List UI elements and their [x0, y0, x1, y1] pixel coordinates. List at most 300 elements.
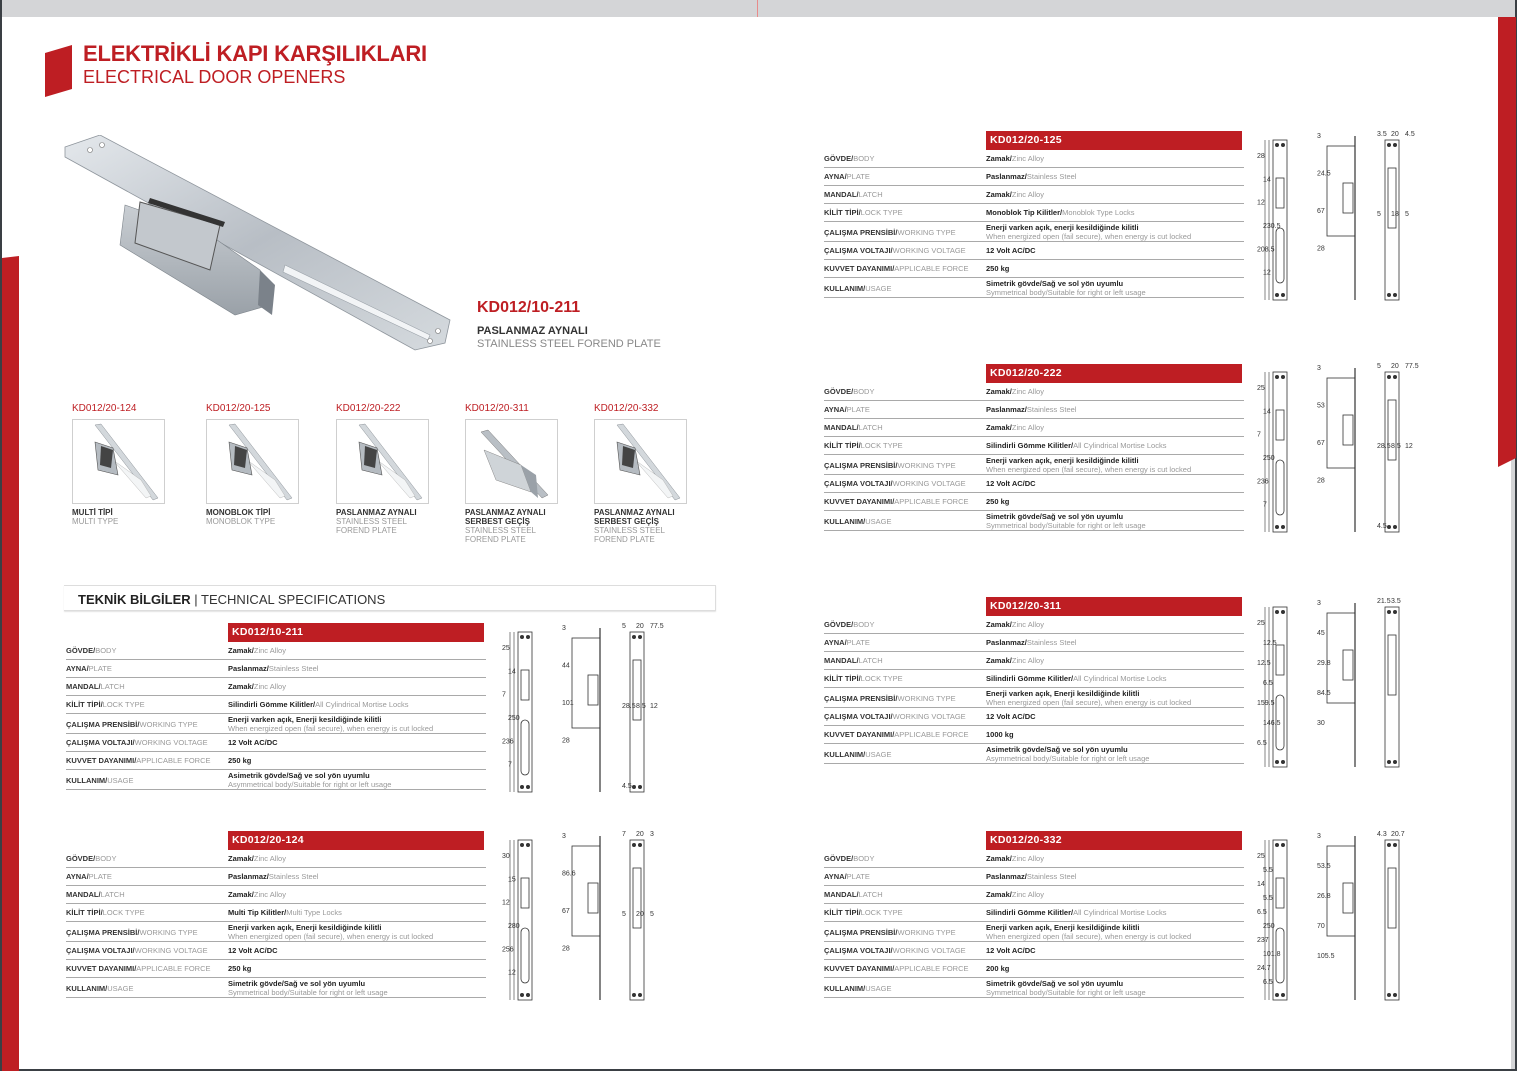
spec-value-tr: Zamak/	[228, 646, 254, 655]
spec-value-tr: Zamak/	[986, 656, 1012, 665]
spec-label-tr: KİLİT TİPİ/	[824, 908, 861, 917]
technical-specifications-header	[64, 585, 716, 611]
spec-label-en: WORKING TYPE	[139, 928, 198, 937]
screw-hole-icon	[1281, 293, 1285, 297]
dimension-label: 8.5	[1391, 443, 1401, 450]
variant-code: KD012/20-332	[594, 403, 659, 414]
dimension-label: 84.5	[1317, 690, 1331, 697]
dimension-label: 5	[1377, 363, 1381, 370]
drawing-latch-side	[1343, 415, 1353, 445]
spec-model-code: KD012/20-124	[228, 831, 484, 850]
variant-code: KD012/20-125	[206, 403, 271, 414]
screw-hole-icon	[526, 785, 530, 789]
spec-value-sub: When energized open (fail secure), when energy is cut locked	[228, 932, 434, 941]
spec-value-en: Zinc Alloy	[1011, 890, 1044, 899]
screw-hole-icon	[1275, 843, 1279, 847]
dimension-label: 28.5	[622, 703, 636, 710]
spec-row	[824, 222, 1244, 242]
variant-name-en: FOREND PLATE	[465, 535, 526, 544]
spec-label-tr: MANDAL/	[66, 682, 101, 691]
spec-value-tr: Enerji varken açık, enerji kesildiğinde kilitli	[986, 456, 1139, 465]
spec-value-tr: Multi Tip Kilitler/	[228, 908, 287, 917]
technical-drawing	[1255, 360, 1435, 540]
dimension-label: 3	[562, 833, 566, 840]
drawing-latch-cutout	[1276, 878, 1284, 908]
spec-value-en: Zinc Alloy	[253, 854, 286, 863]
spec-row	[824, 886, 1244, 904]
dimension-label: 3.5	[1391, 598, 1401, 605]
variant-name-en: STAINLESS STEEL	[465, 526, 536, 535]
spec-row	[824, 455, 1244, 475]
dimension-label: 45	[1317, 630, 1325, 637]
spec-label-tr: ÇALIŞMA PRENSİBİ/	[66, 928, 140, 937]
spec-value-tr: Silindirli Gömme Kilitler/	[986, 441, 1074, 450]
technical-drawing	[1255, 595, 1435, 775]
spec-row	[824, 401, 1244, 419]
spec-value-en: All Cylindrical Mortise Locks	[1073, 441, 1167, 450]
screw-hole-icon	[1387, 610, 1391, 614]
spec-label-en: BODY	[853, 387, 875, 396]
dimension-label: 236	[1257, 478, 1269, 486]
dimension-label: 20.7	[1391, 831, 1405, 838]
page-subtitle: ELECTRICAL DOOR OPENERS	[83, 67, 346, 87]
dimension-label: 5	[1377, 211, 1381, 218]
spec-row	[824, 242, 1244, 260]
dimension-label: 14	[508, 668, 516, 676]
screw-hole-icon	[1393, 993, 1397, 997]
spec-row	[66, 904, 486, 922]
drawing-slot	[521, 928, 529, 983]
spec-model-code: KD012/10-211	[228, 623, 484, 642]
spec-label-tr: GÖVDE/	[66, 646, 96, 655]
screw-hole-icon	[1393, 375, 1397, 379]
dimension-label: 25	[1257, 853, 1265, 860]
spec-value-en: All Cylindrical Mortise Locks	[1073, 674, 1167, 683]
spec-label-tr: KİLİT TİPİ/	[66, 700, 103, 709]
drawing-latch-cutout	[1276, 645, 1284, 675]
dimension-label: 20	[636, 831, 644, 838]
dimension-label: 280	[508, 923, 520, 930]
dimension-label: 5	[1405, 211, 1409, 218]
dimension-label: 4.5	[1377, 523, 1387, 530]
dimension-label: 250	[1263, 455, 1275, 462]
variant-name-tr: PASLANMAZ AYNALI	[465, 508, 546, 517]
spec-label-tr: MANDAL/	[66, 890, 101, 899]
spec-value-tr: Asimetrik gövde/Sağ ve sol yön uyumlu	[986, 745, 1128, 754]
spec-value-en: Stainless Steel	[1026, 405, 1077, 414]
spec-value-tr: Paslanmaz/	[228, 664, 269, 673]
dimension-label: 53.5	[1317, 863, 1331, 870]
spec-value-tr: 200 kg	[986, 964, 1010, 973]
spec-label-tr: ÇALIŞMA VOLTAJI/	[66, 738, 135, 747]
spec-row	[824, 652, 1244, 670]
dimension-label: 86.6	[562, 870, 576, 878]
spec-row	[824, 744, 1244, 764]
spec-label-en: WORKING VOLTAGE	[892, 946, 966, 955]
dimension-label: 237	[1257, 937, 1269, 944]
drawing-plate-back	[1385, 607, 1399, 767]
spec-label-en: LATCH	[858, 423, 883, 432]
spec-label-en: APPLICABLE FORCE	[894, 730, 969, 739]
spec-value-tr: 250 kg	[986, 497, 1010, 506]
dimension-label: 14	[1257, 881, 1265, 888]
spec-value-tr: Silindirli Gömme Kilitler/	[986, 908, 1074, 917]
dimension-label: 67	[1317, 208, 1325, 215]
drawing-plate-back	[1385, 372, 1399, 532]
spec-row	[824, 278, 1244, 298]
screw-hole-icon	[638, 785, 642, 789]
spec-row	[824, 726, 1244, 744]
variant-product-image	[336, 419, 429, 504]
spec-row	[824, 168, 1244, 186]
spec-label-tr: KULLANIM/	[824, 984, 866, 993]
spec-label-en: BODY	[95, 646, 117, 655]
variant-card	[72, 403, 192, 526]
spec-label-en: PLATE	[846, 872, 870, 881]
spec-value-tr: Paslanmaz/	[986, 872, 1027, 881]
dimension-label: 28	[1317, 477, 1325, 485]
dimension-label: 20	[1391, 131, 1399, 138]
dimension-label: 3	[1317, 600, 1321, 607]
spec-value-sub: Symmetrical body/Suitable for right or left usage	[986, 521, 1146, 530]
hero-product-desc-en: STAINLESS STEEL FOREND PLATE	[477, 338, 661, 350]
drawing-slot	[1276, 460, 1284, 515]
drawing-plate-front	[1273, 140, 1287, 300]
spec-label-tr: AYNA/	[824, 872, 847, 881]
dimension-label: 20	[636, 911, 644, 918]
spec-label-tr: AYNA/	[824, 638, 847, 647]
spec-row	[824, 670, 1244, 688]
drawing-plate-front	[1273, 607, 1287, 767]
dimension-label: 236	[502, 738, 514, 746]
spec-label-tr: ÇALIŞMA PRENSİBİ/	[66, 720, 140, 729]
spec-label-tr: AYNA/	[824, 172, 847, 181]
spec-value-sub: When energized open (fail secure), when energy is cut locked	[228, 724, 434, 733]
spec-value-en: Zinc Alloy	[253, 646, 286, 655]
spec-label-en: LOCK TYPE	[860, 908, 903, 917]
dimension-label: 12	[1405, 443, 1413, 450]
screw-hole-icon	[632, 993, 636, 997]
dimension-label: 77.5	[1405, 363, 1419, 370]
page-title: ELEKTRİKLİ KAPI KARŞILIKLARI	[83, 41, 427, 66]
variant-product-image	[72, 419, 165, 504]
drawing-plate-back	[630, 632, 644, 792]
spec-value-en: Zinc Alloy	[1011, 387, 1044, 396]
spec-value-en: Stainless Steel	[268, 872, 319, 881]
dimension-label: 28	[562, 945, 570, 953]
drawing-slot	[521, 720, 529, 775]
spec-value-sub: Symmetrical body/Suitable for right or left usage	[986, 288, 1146, 297]
spec-label-tr: KULLANIM/	[66, 776, 108, 785]
dimension-label: 28	[1257, 153, 1265, 160]
dimension-label: 3	[562, 625, 566, 632]
dimension-label: 250	[508, 715, 520, 722]
spec-value-tr: Silindirli Gömme Kilitler/	[986, 674, 1074, 683]
spec-label-tr: MANDAL/	[824, 656, 859, 665]
dimension-label: 15	[508, 876, 516, 884]
spec-value-tr: 250 kg	[986, 264, 1010, 273]
spec-label-en: PLATE	[88, 872, 112, 881]
spec-value-en: Zinc Alloy	[253, 682, 286, 691]
spec-label-en: LATCH	[100, 682, 125, 691]
technical-drawing	[1255, 828, 1435, 1008]
spec-model-code: KD012/20-125	[986, 131, 1242, 150]
dimension-label: 250	[1263, 923, 1275, 930]
screw-hole-icon	[1393, 760, 1397, 764]
dimension-label: 26.8	[1317, 893, 1331, 900]
spec-row	[824, 511, 1244, 531]
spec-label-tr: GÖVDE/	[824, 620, 854, 629]
technical-drawing	[500, 620, 680, 800]
spec-row	[66, 752, 486, 770]
variant-name-en: FOREND PLATE	[594, 535, 655, 544]
title-flag-icon	[45, 45, 72, 97]
spec-label-en: LOCK TYPE	[860, 208, 903, 217]
screw-hole-icon	[1281, 375, 1285, 379]
spec-value-tr: Asimetrik gövde/Sağ ve sol yön uyumlu	[228, 771, 370, 780]
screw-hole-icon	[1387, 993, 1391, 997]
spec-label-en: BODY	[853, 854, 875, 863]
screw-hole-icon	[1275, 375, 1279, 379]
variant-product-image	[206, 419, 299, 504]
dimension-label: 67	[562, 908, 570, 915]
screw-hole-icon	[1393, 610, 1397, 614]
drawing-plate-front	[1273, 840, 1287, 1000]
right-accent-bar	[1498, 17, 1516, 467]
dimension-label: 20	[636, 623, 644, 630]
dimension-label: 5	[622, 911, 626, 918]
spec-label-tr: KİLİT TİPİ/	[824, 441, 861, 450]
spec-value-tr: 12 Volt AC/DC	[986, 946, 1036, 955]
spec-label-en: LATCH	[858, 890, 883, 899]
drawing-plate-back	[630, 840, 644, 1000]
spec-value-tr: Paslanmaz/	[986, 405, 1027, 414]
spec-value-tr: Zamak/	[228, 682, 254, 691]
spec-label-en: APPLICABLE FORCE	[136, 964, 211, 973]
spec-row	[66, 734, 486, 752]
drawing-body-back	[633, 660, 641, 720]
spec-value-tr: Simetrik gövde/Sağ ve sol yön uyumlu	[986, 279, 1124, 288]
spec-value-tr: Paslanmaz/	[228, 872, 269, 881]
dimension-label: 3	[1317, 133, 1321, 140]
spec-label-tr: GÖVDE/	[824, 154, 854, 163]
variant-card	[465, 403, 585, 544]
variant-product-image	[594, 419, 687, 504]
screw-hole-icon	[1387, 375, 1391, 379]
spec-value-sub: Symmetrical body/Suitable for right or left usage	[986, 988, 1146, 997]
spec-row	[66, 960, 486, 978]
spec-value-tr: 12 Volt AC/DC	[986, 712, 1036, 721]
screw-hole-icon	[632, 785, 636, 789]
variant-code: KD012/20-124	[72, 403, 137, 414]
screw-hole-icon	[1275, 525, 1279, 529]
spec-label-tr: KİLİT TİPİ/	[824, 208, 861, 217]
drawing-body-side	[1327, 378, 1355, 468]
spec-label-tr: KUVVET DAYANIMI/	[66, 964, 137, 973]
screw-hole-icon	[1275, 610, 1279, 614]
screw-hole-icon	[1275, 993, 1279, 997]
dimension-label: 7	[1257, 431, 1261, 439]
drawing-body-back	[1388, 635, 1396, 695]
spec-value-tr: Simetrik gövde/Sağ ve sol yön uyumlu	[986, 979, 1124, 988]
dimension-label: 5	[622, 623, 626, 630]
dimension-label: 67	[1317, 440, 1325, 447]
spec-row	[824, 186, 1244, 204]
spec-row	[66, 642, 486, 660]
screw-hole-icon	[1281, 143, 1285, 147]
drawing-latch-side	[1343, 183, 1353, 213]
dimension-label: 28	[562, 737, 570, 745]
drawing-latch-side	[1343, 650, 1353, 680]
variant-name-tr: SERBEST GEÇİŞ	[594, 517, 659, 526]
spec-label-en: USAGE	[865, 750, 892, 759]
spec-label-tr: ÇALIŞMA PRENSİBİ/	[824, 694, 898, 703]
spec-label-en: USAGE	[107, 984, 134, 993]
spec-value-tr: Zamak/	[986, 890, 1012, 899]
spec-row	[824, 850, 1244, 868]
spec-value-tr: 250 kg	[228, 964, 252, 973]
dimension-label: 105.5	[1317, 953, 1335, 960]
spec-row	[66, 770, 486, 790]
spec-value-tr: Monoblok Tip Kilitler/	[986, 208, 1063, 217]
spec-row	[66, 942, 486, 960]
spec-model-code: KD012/20-332	[986, 831, 1242, 850]
screw-hole-icon	[1387, 760, 1391, 764]
dimension-label: 12	[650, 703, 658, 710]
spec-label-en: PLATE	[846, 405, 870, 414]
variant-name-tr: PASLANMAZ AYNALI	[336, 508, 417, 517]
screw-hole-icon	[1281, 760, 1285, 764]
spec-label-en: BODY	[95, 854, 117, 863]
spec-label-en: LOCK TYPE	[102, 700, 145, 709]
spec-value-tr: 250 kg	[228, 756, 252, 765]
spec-label-en: BODY	[853, 620, 875, 629]
dimension-label: 12	[1263, 269, 1271, 277]
screw-hole-icon	[632, 843, 636, 847]
spec-label-tr: ÇALIŞMA PRENSİBİ/	[824, 461, 898, 470]
drawing-body-back	[633, 868, 641, 928]
screw-hole-icon	[1387, 293, 1391, 297]
spec-label-tr: KULLANIM/	[824, 284, 866, 293]
drawing-body-back	[1388, 400, 1396, 460]
spec-label-tr: ÇALIŞMA VOLTAJI/	[824, 946, 893, 955]
spec-label-tr: GÖVDE/	[824, 387, 854, 396]
spec-row	[66, 714, 486, 734]
screw-hole-icon	[526, 635, 530, 639]
spec-value-tr: Zamak/	[228, 890, 254, 899]
spec-row	[824, 150, 1244, 168]
spec-label-tr: ÇALIŞMA VOLTAJI/	[824, 479, 893, 488]
dimension-label: 230.5	[1263, 223, 1281, 230]
spec-row	[824, 708, 1244, 726]
spec-label-en: LATCH	[858, 656, 883, 665]
screw-hole-icon	[526, 843, 530, 847]
spec-label-tr: KİLİT TİPİ/	[66, 908, 103, 917]
dimension-label: 4.3	[1377, 831, 1387, 838]
spec-label-en: WORKING TYPE	[897, 461, 956, 470]
spec-value-en: Zinc Alloy	[1011, 154, 1044, 163]
dimension-label: 25	[502, 645, 510, 652]
spec-value-tr: Enerji varken açık, Enerji kesildiğinde kilitli	[228, 715, 382, 724]
spec-row	[824, 978, 1244, 998]
spec-value-tr: Silindirli Gömme Kilitler/	[228, 700, 316, 709]
dimension-label: 3.5	[1377, 131, 1387, 138]
spec-value-en: Stainless Steel	[1026, 638, 1077, 647]
technical-drawing	[1255, 128, 1435, 308]
spec-value-tr: Enerji varken açık, Enerji kesildiğinde kilitli	[986, 689, 1140, 698]
spec-row	[824, 688, 1244, 708]
dimension-label: 101	[562, 700, 574, 707]
screw-hole-icon	[1387, 143, 1391, 147]
spec-label-tr: ÇALIŞMA PRENSİBİ/	[824, 928, 898, 937]
spec-value-tr: Simetrik gövde/Sağ ve sol yön uyumlu	[986, 512, 1124, 521]
screw-hole-icon	[638, 635, 642, 639]
spec-label-en: WORKING TYPE	[897, 694, 956, 703]
screw-hole-icon	[1281, 610, 1285, 614]
spec-value-sub: When energized open (fail secure), when energy is cut locked	[986, 698, 1192, 707]
left-accent-bar	[2, 256, 19, 1071]
spec-label-en: APPLICABLE FORCE	[894, 497, 969, 506]
spec-label-tr: AYNA/	[824, 405, 847, 414]
spec-value-tr: 12 Volt AC/DC	[986, 246, 1036, 255]
spec-row	[824, 616, 1244, 634]
dimension-label: 30	[1317, 720, 1325, 727]
spec-label-tr: ÇALIŞMA VOLTAJI/	[824, 246, 893, 255]
spec-label-en: WORKING VOLTAGE	[892, 479, 966, 488]
screw-hole-icon	[520, 993, 524, 997]
drawing-latch-cutout	[521, 670, 529, 700]
spec-label-tr: KUVVET DAYANIMI/	[824, 730, 895, 739]
screw-hole-icon	[1275, 143, 1279, 147]
spec-label-en: USAGE	[107, 776, 134, 785]
spec-value-en: Multi Type Locks	[286, 908, 342, 917]
spec-value-en: Zinc Alloy	[1011, 854, 1044, 863]
hero-product-code: KD012/10-211	[477, 299, 581, 316]
drawing-body-side	[1327, 146, 1355, 236]
dimension-label: 44	[562, 662, 570, 670]
spec-row	[824, 960, 1244, 978]
spec-value-en: Zinc Alloy	[1011, 656, 1044, 665]
spec-value-tr: Enerji varken açık, Enerji kesildiğinde kilitli	[986, 923, 1140, 932]
dimension-label: 12.5	[1257, 660, 1271, 667]
dimension-label: 12	[1257, 199, 1265, 207]
spec-row	[66, 850, 486, 868]
drawing-plate-front	[1273, 372, 1287, 532]
dimension-label: 18	[1391, 211, 1399, 218]
dimension-label: 7	[502, 691, 506, 699]
spec-value-en: All Cylindrical Mortise Locks	[315, 700, 409, 709]
spec-row	[824, 437, 1244, 455]
spec-value-en: All Cylindrical Mortise Locks	[1073, 908, 1167, 917]
spec-value-tr: Zamak/	[986, 387, 1012, 396]
dimension-label: 29.8	[1317, 660, 1331, 667]
dimension-label: 70	[1317, 923, 1325, 930]
spec-value-sub: When energized open (fail secure), when energy is cut locked	[986, 465, 1192, 474]
drawing-plate-front	[518, 632, 532, 792]
spec-label-en: WORKING VOLTAGE	[892, 246, 966, 255]
spec-row	[824, 493, 1244, 511]
spec-value-sub: When energized open (fail secure), when energy is cut locked	[986, 232, 1192, 241]
drawing-body-back	[1388, 168, 1396, 228]
spec-row	[66, 922, 486, 942]
spec-label-en: USAGE	[865, 517, 892, 526]
spec-label-tr: KULLANIM/	[66, 984, 108, 993]
hero-product-image	[60, 135, 455, 360]
spec-label-tr: KULLANIM/	[824, 750, 866, 759]
variant-name-en: STAINLESS STEEL	[594, 526, 665, 535]
variant-name-en: MULTI TYPE	[72, 517, 119, 526]
spec-model-code: KD012/20-222	[986, 364, 1242, 383]
